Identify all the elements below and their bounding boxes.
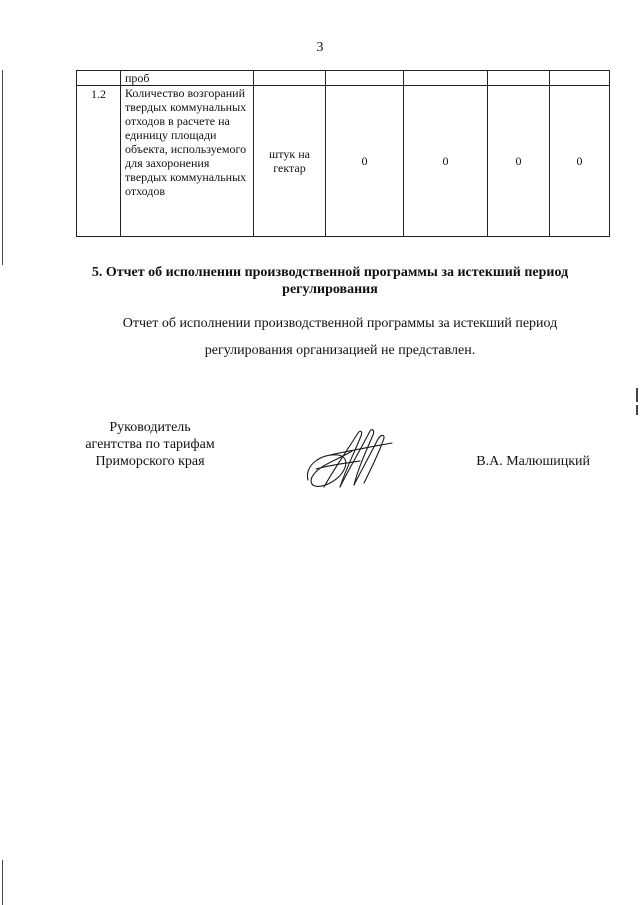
table-cell-value: 0 — [550, 86, 610, 237]
indicators-table — [76, 70, 610, 237]
scan-edge-mark — [636, 388, 638, 402]
page-number: 3 — [316, 40, 324, 55]
table-row — [77, 86, 610, 237]
table-cell-name: проб — [121, 71, 254, 86]
scan-edge-line — [2, 70, 3, 265]
table-cell-value: 0 — [326, 86, 404, 237]
table-cell-name: Количество возгораний твердых коммунальных отходов в расчете на единицу площади объекта, используемого для захоронения твердых коммунальных отходов — [121, 86, 254, 237]
scan-edge-mark — [636, 405, 638, 415]
table-cell-value: 0 — [404, 86, 488, 237]
signatory-role — [70, 419, 230, 470]
table-row — [77, 71, 610, 86]
section-body-line: регулирования организацией не представлен. — [204, 343, 476, 358]
section-body-line: Отчет об исполнении производственной программы за истекший период — [122, 316, 558, 331]
scan-edge-line — [2, 860, 3, 905]
handwritten-signature — [300, 425, 400, 500]
signatory-role-line: агентства по тарифам — [85, 437, 215, 452]
table-cell-number: 1.2 — [77, 86, 121, 237]
signatory-name: В.А. Малюшицкий — [476, 454, 590, 469]
signatory-role-line: Руководитель — [109, 420, 191, 435]
table-cell-value: 0 — [488, 86, 550, 237]
table-cell-unit: штук на гектар — [254, 86, 326, 237]
signatory-role-line: Приморского края — [95, 454, 205, 469]
section-title: 5. Отчет об исполнении производственной программы за истекший период регулирования — [91, 265, 569, 297]
